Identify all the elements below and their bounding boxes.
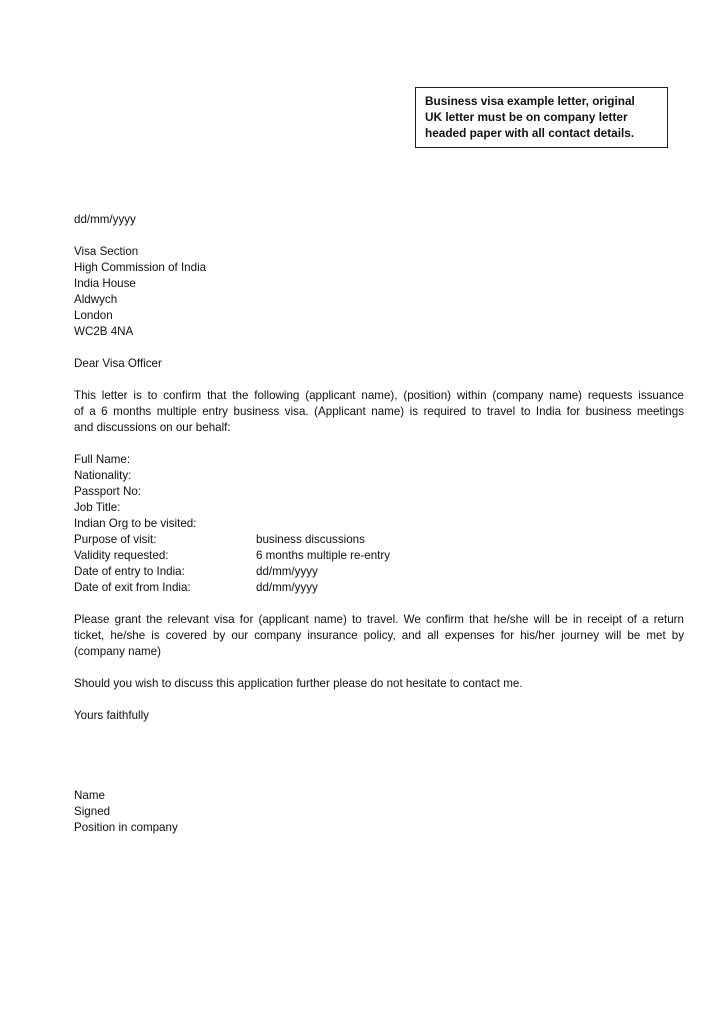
spacer bbox=[74, 692, 684, 708]
detail-value: 6 months multiple re-entry bbox=[256, 549, 391, 562]
address-line: Aldwych bbox=[74, 293, 118, 306]
applicant-details bbox=[74, 452, 684, 596]
spacer bbox=[74, 596, 684, 612]
signature-line: Signed bbox=[74, 805, 111, 818]
signature-line: Name bbox=[74, 789, 105, 802]
intro-paragraph bbox=[74, 388, 684, 436]
detail-label: Nationality: bbox=[74, 469, 132, 482]
detail-value: dd/mm/yyyy bbox=[256, 565, 318, 578]
detail-value bbox=[256, 516, 684, 532]
detail-value bbox=[256, 452, 684, 468]
notice-line: Business visa example letter, original bbox=[425, 94, 635, 108]
notice-line: UK letter must be on company letter bbox=[425, 110, 628, 124]
detail-row bbox=[74, 564, 684, 580]
detail-label: Job Title: bbox=[74, 501, 121, 514]
paragraph-line: (company name) bbox=[74, 645, 161, 658]
notice-line: headed paper with all contact details. bbox=[425, 126, 635, 140]
recipient-address bbox=[74, 244, 684, 340]
detail-value bbox=[256, 500, 684, 516]
spacer bbox=[74, 228, 684, 244]
letter-date: dd/mm/yyyy bbox=[74, 213, 136, 226]
detail-label: Indian Org to be visited: bbox=[74, 517, 197, 530]
detail-label: Validity requested: bbox=[74, 549, 169, 562]
spacer bbox=[74, 372, 684, 388]
signature-block bbox=[74, 788, 684, 836]
paragraph-line: ticket, he/she is covered by our company insurance policy, and all expenses for his/her journey will be met by bbox=[74, 629, 684, 642]
detail-row bbox=[74, 484, 684, 500]
spacer bbox=[74, 340, 684, 356]
sign-off: Yours faithfully bbox=[74, 709, 149, 722]
closing-note: Should you wish to discuss this application further please do not hesitate to contact me. bbox=[74, 677, 523, 690]
signature-line: Position in company bbox=[74, 821, 178, 834]
paragraph-line: Please grant the relevant visa for (applicant name) to travel. We confirm that he/she will be in receipt of a return bbox=[74, 613, 684, 626]
letter-body bbox=[74, 212, 684, 836]
paragraph-line: and discussions on our behalf: bbox=[74, 421, 231, 434]
spacer bbox=[74, 436, 684, 452]
detail-label: Full Name: bbox=[74, 453, 131, 466]
signature-space bbox=[74, 724, 684, 788]
detail-value bbox=[256, 468, 684, 484]
spacer bbox=[74, 660, 684, 676]
address-line: London bbox=[74, 309, 113, 322]
salutation: Dear Visa Officer bbox=[74, 357, 162, 370]
detail-label: Passport No: bbox=[74, 485, 142, 498]
address-line: WC2B 4NA bbox=[74, 325, 134, 338]
detail-label: Date of entry to India: bbox=[74, 565, 185, 578]
detail-value bbox=[256, 484, 684, 500]
detail-row bbox=[74, 500, 684, 516]
paragraph-line: of a 6 months multiple entry business visa. (Applicant name) is required to travel to India for business meetings bbox=[74, 405, 684, 418]
request-paragraph bbox=[74, 612, 684, 660]
detail-value: dd/mm/yyyy bbox=[256, 581, 318, 594]
detail-label: Date of exit from India: bbox=[74, 581, 191, 594]
detail-row bbox=[74, 468, 684, 484]
detail-label: Purpose of visit: bbox=[74, 533, 157, 546]
detail-row bbox=[74, 516, 684, 532]
detail-value: business discussions bbox=[256, 533, 365, 546]
notice-box bbox=[415, 87, 668, 148]
detail-row bbox=[74, 452, 684, 468]
paragraph-line: This letter is to confirm that the following (applicant name), (position) within (company name) requests issuance bbox=[74, 389, 684, 402]
detail-row bbox=[74, 548, 684, 564]
address-line: India House bbox=[74, 277, 136, 290]
detail-row bbox=[74, 532, 684, 548]
address-line: High Commission of India bbox=[74, 261, 207, 274]
address-line: Visa Section bbox=[74, 245, 139, 258]
detail-row bbox=[74, 580, 684, 596]
